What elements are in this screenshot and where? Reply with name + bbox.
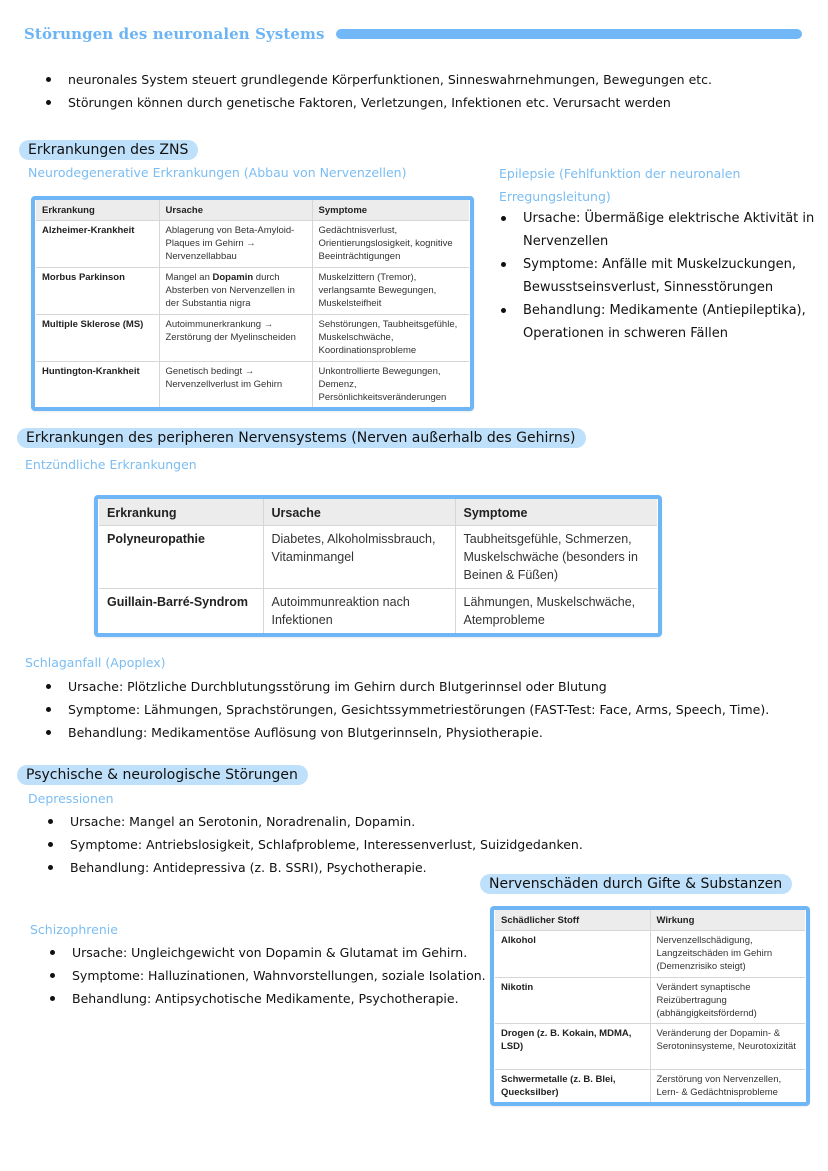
substance-name: Schwermetalle (z. B. Blei, Quecksilber) <box>495 1070 650 1103</box>
disease-name: Alzheimer-Krankheit <box>36 221 159 268</box>
substance-name: Alkohol <box>495 931 650 978</box>
substance-effect: Nervenzellschädigung, Langzeitschäden im Gehirn (Demenzrisiko steigt) <box>650 931 805 978</box>
subheading-inflammatory: Entzündliche Erkrankungen <box>25 457 197 472</box>
section-heading-toxins: Nervenschäden durch Gifte & Substanzen <box>480 874 792 894</box>
substance-name: Drogen (z. B. Kokain, MDMA, LSD) <box>495 1024 650 1070</box>
table-header-row <box>495 910 805 931</box>
disease-symptoms: Gedächtnisverlust, Orientierungslosigkeit, kognitive Beeinträchtigungen <box>312 221 469 268</box>
toxins-table <box>490 906 810 1106</box>
table-row <box>495 1070 805 1103</box>
schizophrenia-bullet: Symptome: Halluzinationen, Wahnvorstellungen, soziale Isolation. <box>48 964 488 987</box>
subheading-neurodegenerative: Neurodegenerative Erkrankungen (Abbau von Nervenzellen) <box>28 165 407 180</box>
section-heading-zns: Erkrankungen des ZNS <box>19 140 198 160</box>
disease-symptoms: Lähmungen, Muskelschwäche, Atemprobleme <box>463 595 636 627</box>
table-row <box>99 589 657 634</box>
column-header: Erkrankung <box>36 200 159 221</box>
disease-name: Huntington-Krankheit <box>36 362 159 408</box>
epilepsy-bullet: Ursache: Übermäßige elektrische Aktivität in Nervenzellen <box>499 207 819 253</box>
subheading-line: Erregungsleitung) <box>499 189 611 204</box>
table-row <box>495 1024 805 1070</box>
table-header-row <box>99 499 657 526</box>
section-heading-psych: Psychische & neurologische Störungen <box>17 765 308 785</box>
depression-bullet: Ursache: Mangel an Serotonin, Noradrenalin, Dopamin. <box>46 810 606 833</box>
section-heading-pns: Erkrankungen des peripheren Nervensystems (Nerven außerhalb des Gehirns) <box>17 428 586 448</box>
inflammatory-diseases-table <box>94 495 662 637</box>
depression-bullet-list <box>46 810 606 879</box>
subheading-epilepsy <box>499 162 740 208</box>
disease-symptoms: Sehstörungen, Taubheitsgefühle, Muskelschwäche, Koordinationsprobleme <box>312 315 469 362</box>
disease-name: Polyneuropathie <box>99 526 263 589</box>
column-header: Wirkung <box>650 910 805 931</box>
disease-cause: Ablagerung von Beta-Amyloid-Plaques im Gehirn → Nervenzellabbau <box>159 221 312 268</box>
column-header: Symptome <box>455 499 657 526</box>
stroke-bullet-list <box>44 675 814 744</box>
intro-bullet: Störungen können durch genetische Faktoren, Verletzungen, Infektionen etc. Verursacht werden <box>44 91 804 114</box>
subheading-line: Epilepsie (Fehlfunktion der neuronalen <box>499 166 741 181</box>
subheading-schizophrenia: Schizophrenie <box>30 922 118 937</box>
column-header: Erkrankung <box>99 499 263 526</box>
depression-bullet: Symptome: Antriebslosigkeit, Schlafprobleme, Interessenverlust, Suizidgedanken. <box>46 833 606 856</box>
table-row <box>36 268 469 315</box>
stroke-bullet: Symptome: Lähmungen, Sprachstörungen, Gesichtssymmetriestörungen (FAST-Test: Face, Arms, Speech, Time). <box>44 698 814 721</box>
column-header: Ursache <box>159 200 312 221</box>
disease-symptoms: Taubheitsgefühle, Schmerzen, Muskelschwäche (besonders in Beinen & Füßen) <box>455 526 657 589</box>
page-title: Störungen des neuronalen Systems <box>24 25 325 43</box>
disease-cause: Genetisch bedingt → Nervenzellverlust im Gehirn <box>159 362 312 408</box>
disease-cause <box>159 268 312 315</box>
disease-cause: Autoimmunreaktion nach Infektionen <box>263 589 455 634</box>
epilepsy-bullet: Symptome: Anfälle mit Muskelzuckungen, Bewusstseinsverlust, Sinnesstörungen <box>499 253 819 299</box>
table-row <box>99 526 657 589</box>
column-header: Symptome <box>312 200 469 221</box>
table-row <box>495 978 805 1024</box>
stroke-bullet: Behandlung: Medikamentöse Auflösung von Blutgerinnseln, Physiotherapie. <box>44 721 814 744</box>
disease-name: Guillain-Barré-Syndrom <box>99 589 263 634</box>
column-header: Schädlicher Stoff <box>495 910 650 931</box>
disease-name: Multiple Sklerose (MS) <box>36 315 159 362</box>
column-header: Ursache <box>263 499 455 526</box>
subheading-stroke: Schlaganfall (Apoplex) <box>25 655 166 670</box>
substance-name: Nikotin <box>495 978 650 1024</box>
cause-highlight: Dopamin <box>212 272 254 283</box>
table-row <box>36 315 469 362</box>
depression-bullet: Behandlung: Antidepressiva (z. B. SSRI), Psychotherapie. <box>46 856 606 879</box>
table-row <box>495 931 805 978</box>
substance-effect: Zerstörung von Nervenzellen, Lern- & Gedächtnisprobleme <box>656 1074 782 1098</box>
epilepsy-bullet: Behandlung: Medikamente (Antiepileptika), Operationen in schweren Fällen <box>499 299 819 345</box>
disease-symptoms: Unkontrollierte Bewegungen, Demenz, Persönlichkeitsveränderungen <box>318 366 447 403</box>
schizophrenia-bullet: Ursache: Ungleichgewicht von Dopamin & Glutamat im Gehirn. <box>48 941 488 964</box>
substance-effect: Veränderung der Dopamin- & Serotoninsysteme, Neurotoxizität <box>650 1024 805 1070</box>
intro-bullet-list <box>44 68 804 114</box>
title-decoration-bar <box>336 29 802 39</box>
epilepsy-bullet-list <box>499 207 819 345</box>
disease-cause: Autoimmunerkrankung → Zerstörung der Myelinscheiden <box>159 315 312 362</box>
table-row <box>36 362 469 408</box>
schizophrenia-bullet: Behandlung: Antipsychotische Medikamente, Psychotherapie. <box>48 987 488 1010</box>
substance-effect: Verändert synaptische Reizübertragung (abhängigkeitsfördernd) <box>650 978 805 1024</box>
intro-bullet: neuronales System steuert grundlegende Körperfunktionen, Sinneswahrnehmungen, Bewegungen etc. <box>44 68 804 91</box>
cause-text: durch Absterben von Nervenzellen in der Substantia nigra <box>165 272 295 309</box>
disease-cause: Diabetes, Alkoholmissbrauch, Vitaminmangel <box>263 526 455 589</box>
disease-name: Morbus Parkinson <box>36 268 159 315</box>
cause-text: Mangel an <box>165 272 213 283</box>
disease-symptoms: Muskelzittern (Tremor), verlangsamte Bewegungen, Muskelsteifheit <box>312 268 469 315</box>
subheading-depression: Depressionen <box>28 791 114 806</box>
table-header-row <box>36 200 469 221</box>
table-row <box>36 221 469 268</box>
schizophrenia-bullet-list <box>48 941 488 1010</box>
neurodegenerative-table <box>31 196 474 411</box>
stroke-bullet: Ursache: Plötzliche Durchblutungsstörung im Gehirn durch Blutgerinnsel oder Blutung <box>44 675 814 698</box>
